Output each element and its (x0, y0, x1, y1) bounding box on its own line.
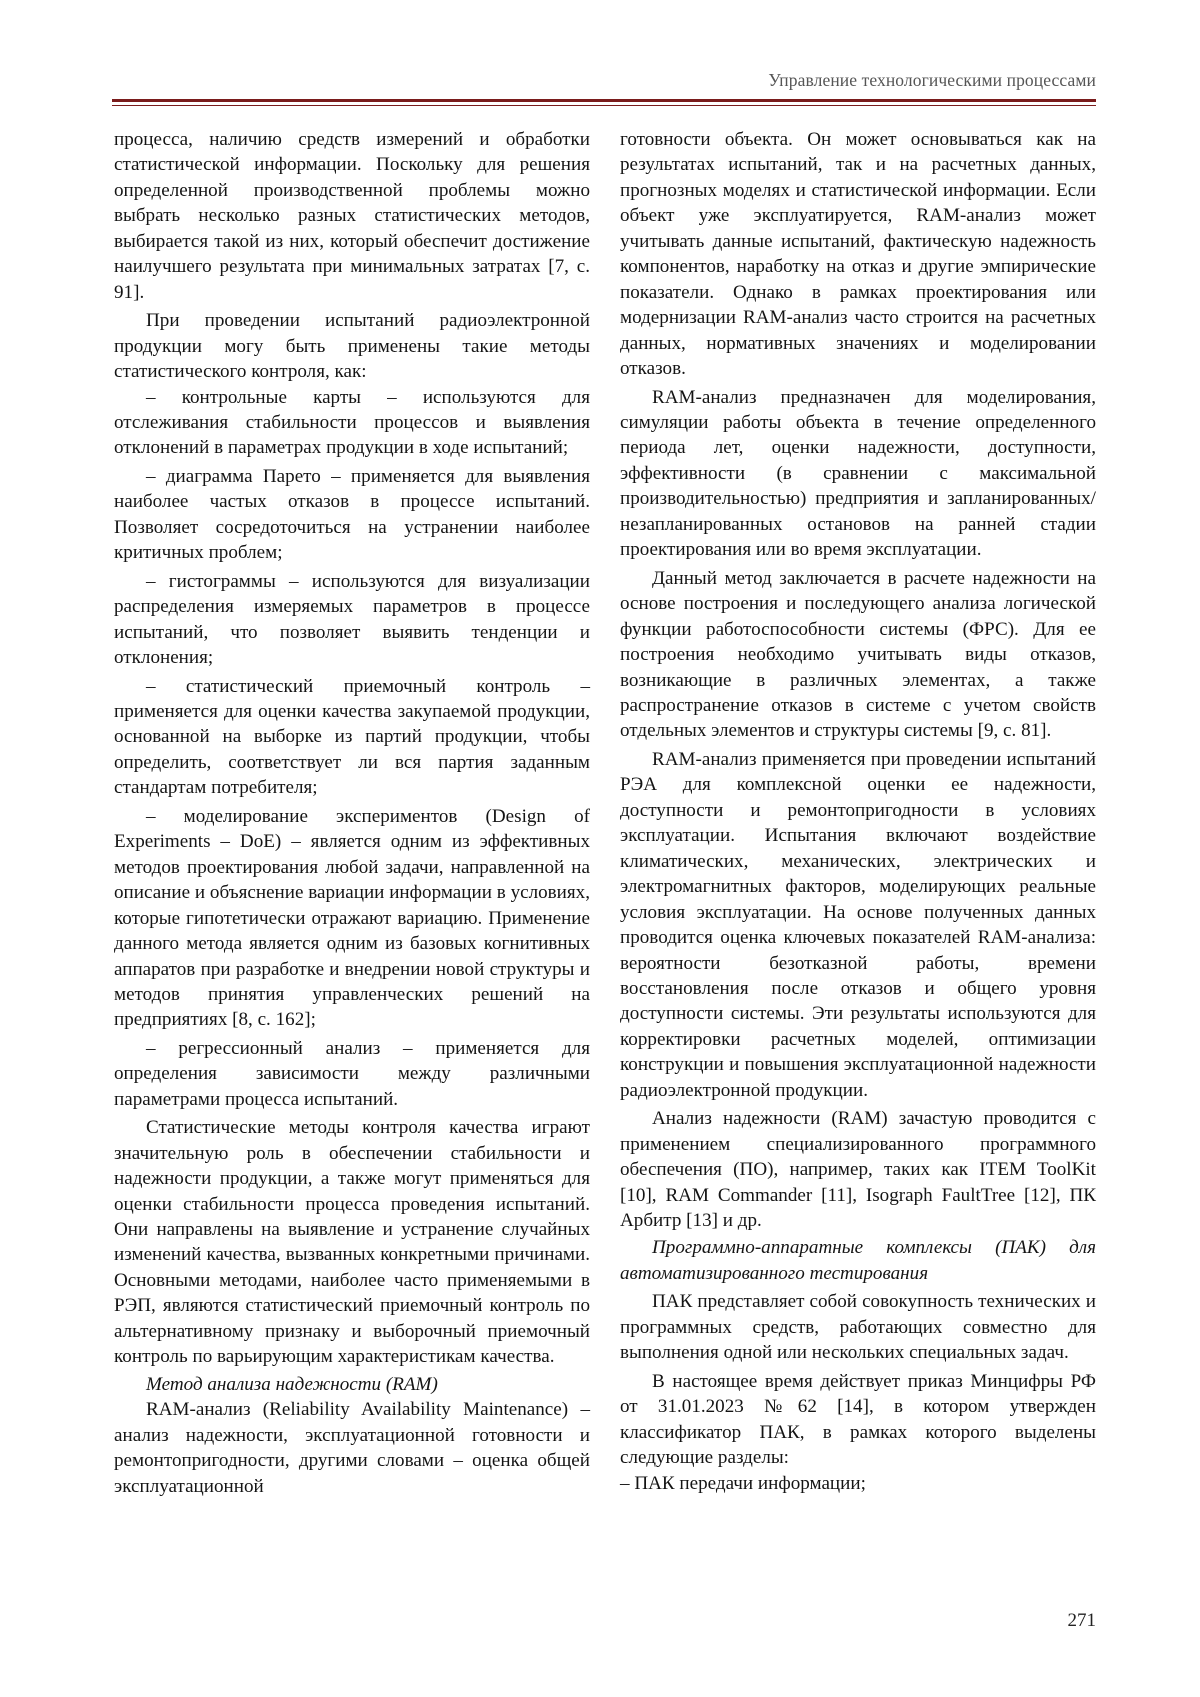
paragraph: Статистические методы контроля качества играют значительную роль в обеспечении стабильности и надежности продукции, а также могут применяться для оценки стабильности процесса проведения испытаний. Они направлены на выявление и устранение случайных изменений качества, вызванных конкретными причинами. Основными методами, наиболее часто применяемыми в РЭП, являются статистический приемочный контроль по альтернативному признаку и выборочный приемочный контроль по варьирующим характеристикам качества. (114, 1117, 590, 1368)
list-item: – ПАК передачи информации; (620, 1472, 866, 1494)
section-heading: Программно-аппаратные комплексы (ПАК) для автоматизированного тестирования (620, 1237, 1096, 1284)
list-item: – регрессионный анализ – применяется для определения зависимости между различными параметрами процесса испытаний. (114, 1037, 590, 1110)
paragraph: RAM-анализ применяется при проведении испытаний РЭА для комплексной оценки ее надежности, доступности и ремонтопригодности в условиях эксплуатации. Испытания включают воздействие климатических, механических, электрических и электромагнитных факторов, моделирующих реальные условия эксплуатации. На основе полученных данных проводится оценка ключевых показателей RAM-анализа: вероятности безотказной работы, времени восстановления после отказов и общего уровня доступности системы. Эти результаты используются для корректировки расчетных моделей, оптимизации конструкции и повышения эксплуатационной надежности радиоэлектронной продукции. (620, 748, 1096, 1101)
paragraph: Данный метод заключается в расчете надежности на основе построения и последующего анализа логической функции работоспособности системы (ФРС). Для ее построения необходимо учитывать виды отказов, возникающие в различных элементах, а также распространение отказов в системе с учетом свойств отдельных элементов и структуры системы [9, с. 81]. (620, 567, 1096, 742)
page-number: 271 (1067, 1610, 1096, 1631)
section-heading: Метод анализа надежности (RAM) (146, 1373, 438, 1395)
list-item: – диаграмма Парето – применяется для выявления наиболее частых отказов в процессе испытаний. Позволяет сосредоточиться на устранении наиболее критичных проблем; (114, 465, 590, 564)
paragraph: ПАК представляет собой совокупность технических и программных средств, работающих совместно для выполнения одной или нескольких специальных задач. (620, 1291, 1096, 1364)
left-column (114, 127, 590, 1499)
right-column (620, 127, 1096, 1496)
paragraph: процесса, наличию средств измерений и обработки статистической информации. Поскольку для решения определенной производственной проблемы можно выбрать несколько разных статистических методов, выбирается такой из них, который обеспечит достижение наилучшего результата при минимальных затратах [7, с. 91]. (114, 129, 590, 303)
list-item: – моделирование экспериментов (Design of Experiments – DoE) – является одним из эффективных методов проектирования любой задачи, направленной на описание и объяснение вариации информации в условиях, которые гипотетически отражают вариацию. Применение данного метода является одним из базовых когнитивных аппаратов при разработке и внедрении новой структуры и методов принятия управленческих решений на предприятиях [8, с. 162]; (114, 805, 590, 1031)
paragraph: При проведении испытаний радиоэлектронной продукции могу быть применены такие методы статистического контроля, как: (114, 310, 590, 383)
header-rule-thick (112, 99, 1096, 102)
paragraph: Анализ надежности (RAM) зачастую проводится с применением специализированного программного обеспечения (ПО), например, таких как ITEM ToolKit [10], RAM Commander [11], Isograph FaultTree [12], ПК Арбитр [13] и др. (620, 1108, 1096, 1232)
paragraph: RAM-анализ предназначен для моделирования, симуляции работы объекта в течение определенного периода лет, оценки надежности, доступности, эффективности (в сравнении с максимальной производительностью) предприятия и запланированных/незапланированных остановов на ранней стадии проектирования или во время эксплуатации. (620, 386, 1096, 561)
list-item: – гистограммы – используются для визуализации распределения измеряемых параметров в процессе испытаний, что позволяет выявить тенденции и отклонения; (114, 570, 590, 669)
paragraph: готовности объекта. Он может основываться как на результатах испытаний, так и на расчетных данных, прогнозных моделях и статистической информации. Если объект уже эксплуатируется, RAM-анализ может учитывать данные испытаний, фактическую надежность компонентов, наработку на отказ и другие эмпирические показатели. Однако в рамках проектирования или модернизации RAM-анализ часто строится на расчетных данных, нормативных значениях и моделировании отказов. (620, 129, 1096, 380)
list-item: – контрольные карты – используются для отслеживания стабильности процессов и выявления отклонений в параметрах продукции в ходе испытаний; (114, 386, 590, 459)
list-item: – статистический приемочный контроль – применяется для оценки качества закупаемой продукции, основанной на выборке из партий продукции, чтобы определить, соответствует ли вся партия заданным стандартам потребителя; (114, 675, 590, 799)
paragraph: В настоящее время действует приказ Минцифры РФ от 31.01.2023 №62 [14], в котором утвержден классификатор ПАК, в рамках которого выделены следующие разделы: (620, 1370, 1096, 1469)
paragraph: RAM-анализ (Reliability Availability Maintenance) – анализ надежности, эксплуатационной готовности и ремонтопригодности, другими словами – оценка общей эксплуатационной (114, 1399, 590, 1497)
header-rule-thin (112, 105, 1096, 106)
running-title: Управление технологическими процессами (768, 70, 1096, 90)
